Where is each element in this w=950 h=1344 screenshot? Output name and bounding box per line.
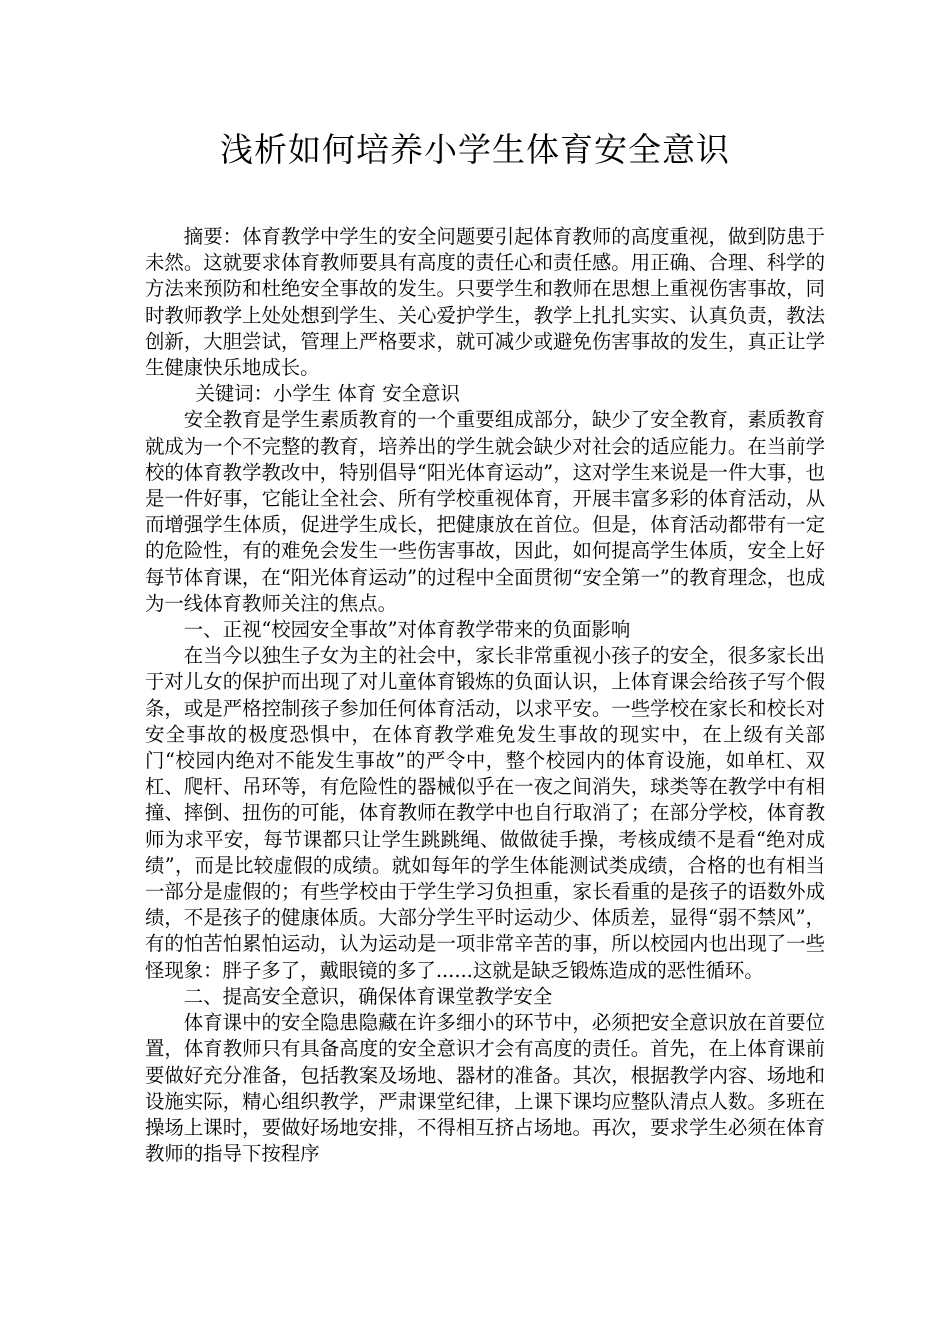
body-paragraph: 体育课中的安全隐患隐藏在许多细小的环节中，必须把安全意识放在首要位置，体育教师只有具备高度的安全意识才会有高度的责任。首先，在上体育课前要做好充分准备，包括教案及场地、器材的准备。其次，根据教学内容、场地和设施实际，精心组织教学，严肃课堂纪律，上课下课均应整队清点人数。多班在操场上课时，要做好场地安排，不得相互挤占场地。再次，要求学生必须在体育教师的指导下按程序 <box>145 1011 825 1166</box>
body-paragraph: 在当今以独生子女为主的社会中，家长非常重视小孩子的安全，很多家长出于对儿女的保护而出现了对儿童体育锻炼的负面认识，上体育课会给孩子写个假条，或是严格控制孩子参加任何体育活动，以求平安。一些学校在家长和校长对安全事故的极度恐惧中，在体育教学难免发生事故的现实中，在上级有关部门“校园内绝对不能发生事故”的严令中，整个校园内的体育设施，如单杠、双杠、爬杆、吊环等，有危险性的器械似乎在一夜之间消失，球类等在教学中有相撞、摔倒、扭伤的可能，体育教师在教学中也自行取消了；在部分学校，体育教师为求平安，每节课都只让学生跳跳绳、做做徒手操，考核成绩不是看“绝对成绩”，而是比较虚假的成绩。就如每年的学生体能测试类成绩，合格的也有相当一部分是虚假的；有些学校由于学生学习负担重，家长看重的是孩子的语数外成绩，不是孩子的健康体质。大部分学生平时运动少、体质差，显得“弱不禁风”，有的怕苦怕累怕运动，认为运动是一项非常辛苦的事，所以校园内也出现了一些怪现象：胖子多了，戴眼镜的多了......这就是缺乏锻炼造成的恶性循环。 <box>145 644 825 982</box>
abstract-paragraph: 摘要：体育教学中学生的安全问题要引起体育教师的高度重视，做到防患于未然。这就要求体育教师要具有高度的责任心和责任感。用正确、合理、科学的方法来预防和杜绝安全事故的发生。只要学生和教师在思想上重视伤害事故，同时教师教学上处处想到学生、关心爱护学生，教学上扎扎实实、认真负责，教法创新，大胆尝试，管理上严格要求，就可减少或避免伤害事故的发生，真正让学生健康快乐地成长。 <box>145 225 825 380</box>
section-heading: 一、正视“校园安全事故”对体育教学带来的负面影响 <box>183 618 631 642</box>
body-paragraph: 安全教育是学生素质教育的一个重要组成部分，缺少了安全教育，素质教育就成为一个不完整的教育，培养出的学生就会缺少对社会的适应能力。在当前学校的体育教学教改中，特别倡导“阳光体育运动”，这对学生来说是一件大事，也是一件好事，它能让全社会、所有学校重视体育，开展丰富多彩的体育活动，从而增强学生体质，促进学生成长，把健康放在首位。但是，体育活动都带有一定的危险性，有的难免会发生一些伤害事故，因此，如何提高学生体质，安全上好每节体育课，在“阳光体育运动”的过程中全面贯彻“安全第一”的教育理念，也成为一线体育教师关注的焦点。 <box>145 408 825 615</box>
document-title: 浅析如何培养小学生体育安全意识 <box>220 130 730 169</box>
section-heading: 二、提高安全意识，确保体育课堂教学安全 <box>183 984 553 1008</box>
keywords-line: 关键词：小学生 体育 安全意识 <box>195 382 460 406</box>
document-body <box>145 224 825 1167</box>
